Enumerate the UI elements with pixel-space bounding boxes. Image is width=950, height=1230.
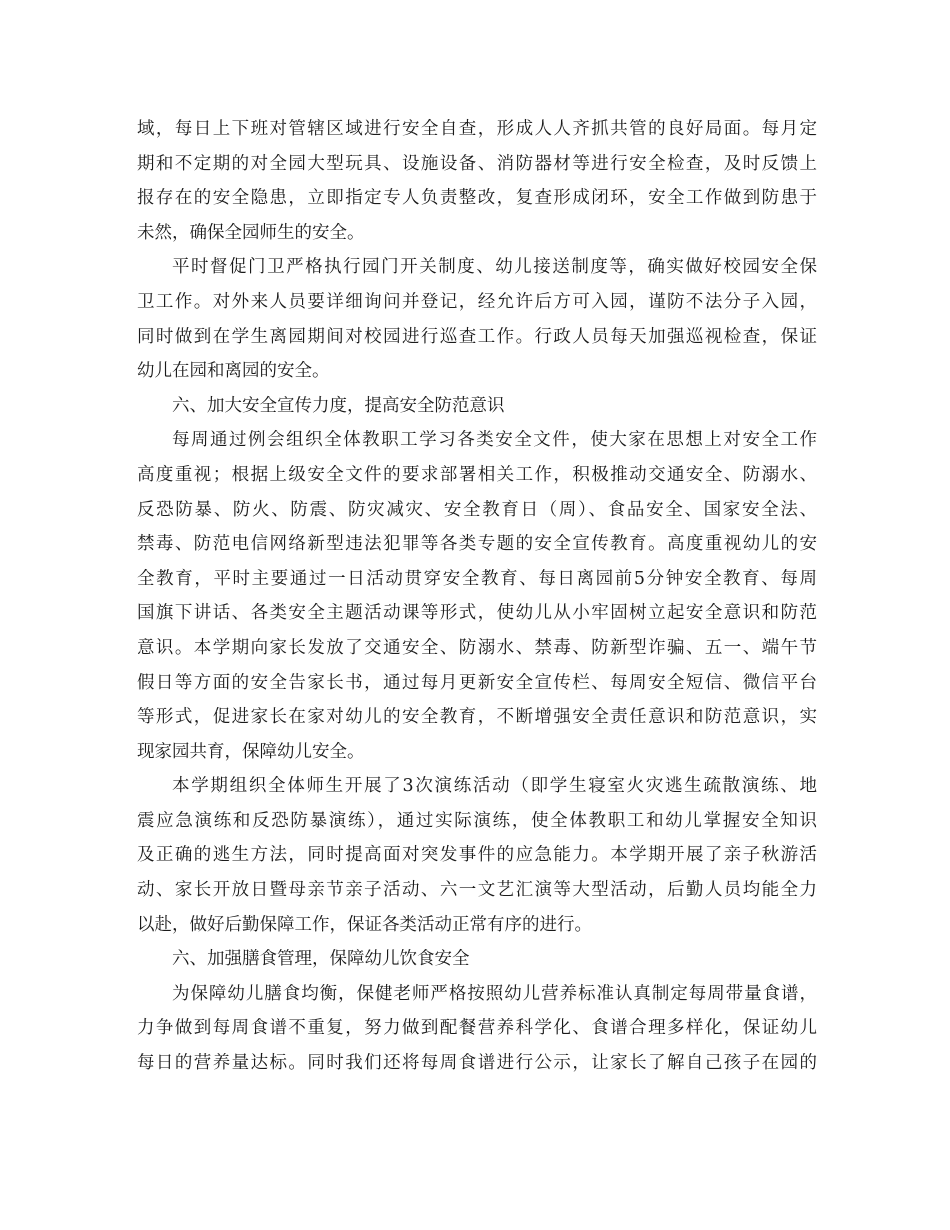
text-line: 假日等方面的安全告家长书，通过每月更新安全宣传栏、每周安全短信、微信平台 [137, 672, 817, 693]
text-line: 及正确的逃生方法，同时提高面对突发事件的应急能力。本学期开展了亲子秋游活 [137, 845, 817, 866]
text-line: 动、家长开放日暨母亲节亲子活动、六一文艺汇演等大型活动，后勤人员均能全力 [137, 880, 817, 901]
text-line: 域，每日上下班对管辖区域进行安全自查，形成人人齐抓共管的良好局面。每月定 [137, 119, 817, 139]
document-body [137, 112, 817, 1081]
text-line: 现家园共育，保障幼儿安全。 [137, 741, 365, 762]
text-line: 报存在的安全隐患，立即指定专人负责整改，复查形成闭环，安全工作做到防患于 [137, 188, 817, 209]
text-line: 期和不定期的对全园大型玩具、设施设备、消防器材等进行安全检查，及时反馈上 [137, 153, 817, 174]
text-line: 高度重视；根据上级安全文件的要求部署相关工作，积极推动交通安全、防溺水、 [137, 464, 817, 485]
text-line: 国旗下讲话、各类安全主题活动课等形式，使幼儿从小牢固树立起安全意识和防范 [137, 603, 817, 624]
text-line: 力争做到每周食谱不重复，努力做到配餐营养科学化、食谱合理多样化，保证幼儿 [137, 1018, 817, 1039]
text-line: 同时做到在学生离园期间对校园进行巡查工作。行政人员每天加强巡视检查，保证 [137, 326, 817, 347]
paragraph-first-line: 六、加大安全宣传力度，提高安全防范意识 [172, 395, 505, 416]
text-line: 禁毒、防范电信网络新型违法犯罪等各类专题的安全宣传教育。高度重视幼儿的安 [137, 534, 817, 555]
paragraph-first-line: 每周通过例会组织全体教职工学习各类安全文件，使大家在思想上对安全工作 [172, 430, 817, 451]
text-line: 意识。本学期向家长发放了交通安全、防溺水、禁毒、防新型诈骗、五一、端午节 [137, 637, 817, 658]
text-line: 每日的营养量达标。同时我们还将每周食谱进行公示，让家长了解自己孩子在园的 [137, 1053, 817, 1074]
paragraph-first-line: 为保障幼儿膳食均衡，保健老师严格按照幼儿营养标准认真制定每周带量食谱， [172, 983, 817, 1004]
paragraph-first-line: 六、加强膳食管理，保障幼儿饮食安全 [172, 949, 470, 970]
paragraph-first-line: 本学期组织全体师生开展了3次演练活动（即学生寝室火灾逃生疏散演练、地 [172, 776, 817, 797]
text-line: 卫工作。对外来人员要详细询问并登记，经允许后方可入园，谨防不法分子入园， [137, 291, 817, 312]
text-line: 以赴，做好后勤保障工作，保证各类活动正常有序的进行。 [137, 914, 592, 935]
text-line: 未然，确保全园师生的安全。 [137, 222, 365, 243]
text-line: 等形式，促进家长在家对幼儿的安全教育，不断增强安全责任意识和防范意识，实 [137, 707, 817, 728]
text-line: 反恐防暴、防火、防震、防灾减灾、安全教育日（周）、食品安全、国家安全法、 [137, 499, 817, 520]
text-line: 幼儿在园和离园的安全。 [137, 361, 330, 382]
text-line: 全教育，平时主要通过一日活动贯穿安全教育、每日离园前5分钟安全教育、每周 [137, 568, 817, 589]
text-line: 震应急演练和反恐防暴演练），通过实际演练，使全体教职工和幼儿掌握安全知识 [137, 810, 817, 831]
paragraph-first-line: 平时督促门卫严格执行园门开关制度、幼儿接送制度等，确实做好校园安全保 [172, 257, 817, 278]
